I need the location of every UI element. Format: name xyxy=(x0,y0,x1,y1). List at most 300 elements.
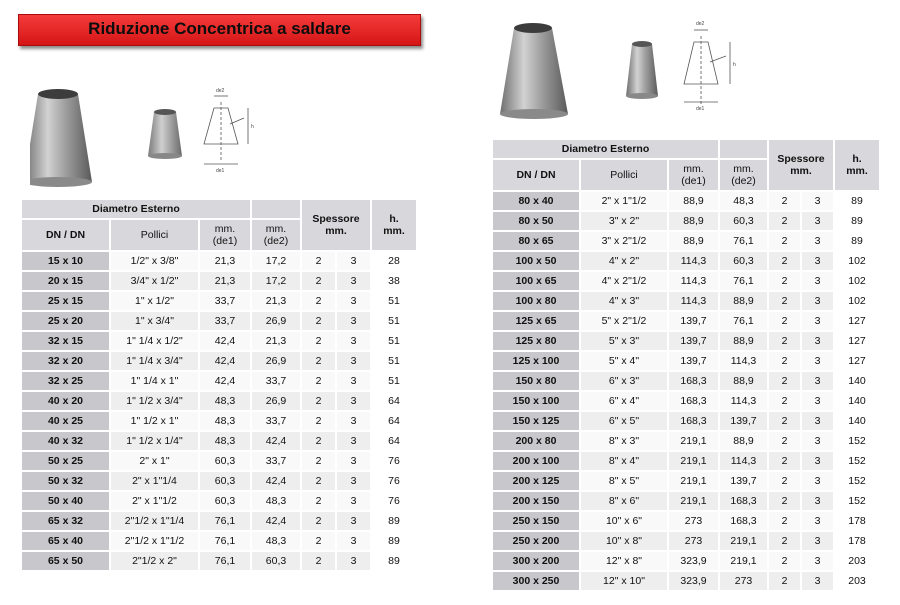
de2-cell: 17,2 xyxy=(252,272,300,290)
dn-cell: 150 x 100 xyxy=(493,392,579,410)
header-spessore: Spessore mm. xyxy=(302,200,370,250)
spessore-min-cell: 2 xyxy=(769,232,800,250)
spessore-max-cell: 3 xyxy=(802,432,833,450)
pollici-cell: 2"1/2 x 1"1/2 xyxy=(111,532,198,550)
spessore-min-cell: 2 xyxy=(769,212,800,230)
spessore-min-cell: 2 xyxy=(769,372,800,390)
table-row xyxy=(22,272,416,290)
spessore-min-cell: 2 xyxy=(769,452,800,470)
pollici-cell: 1/2" x 3/8" xyxy=(111,252,198,270)
spessore-max-cell: 3 xyxy=(337,492,370,510)
de2-cell: 114,3 xyxy=(720,452,767,470)
h-cell: 102 xyxy=(835,292,879,310)
spessore-min-cell: 2 xyxy=(302,472,335,490)
table-row xyxy=(493,312,879,330)
pollici-cell: 8" x 6" xyxy=(581,492,667,510)
dn-cell: 32 x 25 xyxy=(22,372,109,390)
label-h: h xyxy=(251,124,254,130)
h-cell: 152 xyxy=(835,452,879,470)
de2-cell: 42,4 xyxy=(252,472,300,490)
spessore-max-cell: 3 xyxy=(802,552,833,570)
de1-cell: 88,9 xyxy=(669,212,718,230)
dn-cell: 15 x 10 xyxy=(22,252,109,270)
table-row xyxy=(22,412,416,430)
reducer-technical-drawing xyxy=(204,96,248,164)
de2-cell: 168,3 xyxy=(720,492,767,510)
de2-cell: 219,1 xyxy=(720,532,767,550)
h-cell: 89 xyxy=(372,532,416,550)
pollici-cell: 1" 1/4 x 1/2" xyxy=(111,332,198,350)
table-row xyxy=(493,552,879,570)
de1-cell: 42,4 xyxy=(200,352,250,370)
h-cell: 152 xyxy=(835,472,879,490)
pollici-cell: 2"1/2 x 2" xyxy=(111,552,198,570)
de2-cell: 26,9 xyxy=(252,312,300,330)
h-cell: 51 xyxy=(372,292,416,310)
reducer-photo-large xyxy=(30,89,92,187)
pollici-cell: 3" x 2"1/2 xyxy=(581,232,667,250)
de1-cell: 323,9 xyxy=(669,572,718,590)
de2-cell: 76,1 xyxy=(720,312,767,330)
product-illustrations-right xyxy=(500,14,760,124)
de2-cell: 168,3 xyxy=(720,512,767,530)
spessore-min-cell: 2 xyxy=(302,412,335,430)
spessore-max-cell: 3 xyxy=(802,372,833,390)
table-row xyxy=(493,272,879,290)
spessore-max-cell: 3 xyxy=(802,512,833,530)
de2-cell: 42,4 xyxy=(252,432,300,450)
table-row xyxy=(493,252,879,270)
pollici-cell: 3" x 2" xyxy=(581,212,667,230)
table-row xyxy=(22,492,416,510)
dn-cell: 150 x 125 xyxy=(493,412,579,430)
h-cell: 152 xyxy=(835,492,879,510)
spessore-min-cell: 2 xyxy=(769,472,800,490)
spessore-max-cell: 3 xyxy=(337,532,370,550)
spessore-max-cell: 3 xyxy=(802,412,833,430)
h-cell: 89 xyxy=(372,552,416,570)
de1-cell: 114,3 xyxy=(669,252,718,270)
dn-cell: 32 x 20 xyxy=(22,352,109,370)
spessore-min-cell: 2 xyxy=(769,352,800,370)
de1-cell: 33,7 xyxy=(200,292,250,310)
table-row xyxy=(493,572,879,590)
de1-cell: 168,3 xyxy=(669,412,718,430)
dn-cell: 25 x 15 xyxy=(22,292,109,310)
de1-cell: 60,3 xyxy=(200,492,250,510)
label-de1: de1 xyxy=(696,106,705,112)
reducer-photo-small xyxy=(626,41,658,99)
header-blank xyxy=(720,140,767,158)
header-de1: mm. (de1) xyxy=(200,220,250,250)
pollici-cell: 5" x 2"1/2 xyxy=(581,312,667,330)
table-row xyxy=(22,452,416,470)
dn-cell: 40 x 25 xyxy=(22,412,109,430)
dn-cell: 250 x 150 xyxy=(493,512,579,530)
spessore-min-cell: 2 xyxy=(769,412,800,430)
de2-cell: 60,3 xyxy=(720,252,767,270)
header-diametro-esterno: Diametro Esterno xyxy=(22,200,250,218)
spessore-max-cell: 3 xyxy=(802,532,833,550)
pollici-cell: 10" x 8" xyxy=(581,532,667,550)
pollici-cell: 4" x 2" xyxy=(581,252,667,270)
de2-cell: 33,7 xyxy=(252,452,300,470)
header-dn: DN / DN xyxy=(22,220,109,250)
de1-cell: 42,4 xyxy=(200,372,250,390)
header-dn: DN / DN xyxy=(493,160,579,190)
dn-cell: 32 x 15 xyxy=(22,332,109,350)
table-row xyxy=(493,212,879,230)
de2-cell: 76,1 xyxy=(720,272,767,290)
table-row xyxy=(493,392,879,410)
h-cell: 203 xyxy=(835,552,879,570)
table-row xyxy=(493,332,879,350)
dn-cell: 200 x 150 xyxy=(493,492,579,510)
header-pollici: Pollici xyxy=(111,220,198,250)
pollici-cell: 6" x 5" xyxy=(581,412,667,430)
dn-cell: 80 x 50 xyxy=(493,212,579,230)
de1-cell: 219,1 xyxy=(669,432,718,450)
spessore-min-cell: 2 xyxy=(302,532,335,550)
de1-cell: 114,3 xyxy=(669,292,718,310)
spessore-min-cell: 2 xyxy=(302,372,335,390)
header-diametro-esterno: Diametro Esterno xyxy=(493,140,718,158)
de2-cell: 139,7 xyxy=(720,412,767,430)
h-cell: 102 xyxy=(835,252,879,270)
h-cell: 178 xyxy=(835,512,879,530)
h-cell: 178 xyxy=(835,532,879,550)
dn-cell: 20 x 15 xyxy=(22,272,109,290)
de1-cell: 168,3 xyxy=(669,372,718,390)
h-cell: 89 xyxy=(835,212,879,230)
spessore-min-cell: 2 xyxy=(769,312,800,330)
h-cell: 64 xyxy=(372,412,416,430)
header-de1: mm. (de1) xyxy=(669,160,718,190)
dn-cell: 200 x 100 xyxy=(493,452,579,470)
de2-cell: 48,3 xyxy=(720,192,767,210)
de2-cell: 60,3 xyxy=(720,212,767,230)
dn-cell: 300 x 200 xyxy=(493,552,579,570)
dn-cell: 65 x 40 xyxy=(22,532,109,550)
h-cell: 140 xyxy=(835,412,879,430)
label-de2: de2 xyxy=(216,88,225,94)
spessore-min-cell: 2 xyxy=(302,332,335,350)
spessore-max-cell: 3 xyxy=(337,472,370,490)
reducer-photo-small xyxy=(148,109,182,159)
de1-cell: 168,3 xyxy=(669,392,718,410)
pollici-cell: 1" 1/4 x 3/4" xyxy=(111,352,198,370)
table-row xyxy=(22,392,416,410)
h-cell: 76 xyxy=(372,472,416,490)
de1-cell: 219,1 xyxy=(669,472,718,490)
header-pollici: Pollici xyxy=(581,160,667,190)
h-cell: 127 xyxy=(835,332,879,350)
header-de2: mm. (de2) xyxy=(720,160,767,190)
de2-cell: 60,3 xyxy=(252,552,300,570)
spessore-max-cell: 3 xyxy=(337,452,370,470)
pollici-cell: 4" x 3" xyxy=(581,292,667,310)
dn-cell: 50 x 25 xyxy=(22,452,109,470)
h-cell: 51 xyxy=(372,352,416,370)
table-row xyxy=(493,412,879,430)
spessore-min-cell: 2 xyxy=(302,312,335,330)
h-cell: 76 xyxy=(372,492,416,510)
de2-cell: 76,1 xyxy=(720,232,767,250)
pollici-cell: 1" 1/4 x 1" xyxy=(111,372,198,390)
header-h: h. mm. xyxy=(372,200,416,250)
table-row xyxy=(493,372,879,390)
de1-cell: 48,3 xyxy=(200,392,250,410)
spessore-min-cell: 2 xyxy=(769,252,800,270)
spessore-max-cell: 3 xyxy=(337,292,370,310)
de2-cell: 48,3 xyxy=(252,532,300,550)
h-cell: 51 xyxy=(372,372,416,390)
spessore-max-cell: 3 xyxy=(337,392,370,410)
h-cell: 76 xyxy=(372,452,416,470)
table-row xyxy=(493,492,879,510)
table-row xyxy=(22,332,416,350)
spessore-min-cell: 2 xyxy=(769,332,800,350)
de2-cell: 33,7 xyxy=(252,412,300,430)
pollici-cell: 5" x 3" xyxy=(581,332,667,350)
h-cell: 89 xyxy=(835,232,879,250)
title-banner xyxy=(18,14,421,46)
de2-cell: 219,1 xyxy=(720,552,767,570)
h-cell: 51 xyxy=(372,332,416,350)
header-spessore: Spessore mm. xyxy=(769,140,833,190)
dn-cell: 150 x 80 xyxy=(493,372,579,390)
de2-cell: 26,9 xyxy=(252,392,300,410)
pollici-cell: 5" x 4" xyxy=(581,352,667,370)
pollici-cell: 3/4" x 1/2" xyxy=(111,272,198,290)
pollici-cell: 12" x 8" xyxy=(581,552,667,570)
de2-cell: 88,9 xyxy=(720,292,767,310)
spessore-min-cell: 2 xyxy=(302,492,335,510)
spessore-min-cell: 2 xyxy=(769,392,800,410)
h-cell: 102 xyxy=(835,272,879,290)
spessore-max-cell: 3 xyxy=(337,552,370,570)
dn-cell: 65 x 32 xyxy=(22,512,109,530)
pollici-cell: 6" x 4" xyxy=(581,392,667,410)
de1-cell: 60,3 xyxy=(200,472,250,490)
pollici-cell: 1" 1/2 x 1" xyxy=(111,412,198,430)
spessore-min-cell: 2 xyxy=(302,272,335,290)
de1-cell: 273 xyxy=(669,532,718,550)
table-row xyxy=(22,312,416,330)
de1-cell: 76,1 xyxy=(200,512,250,530)
spessore-min-cell: 2 xyxy=(302,452,335,470)
de1-cell: 42,4 xyxy=(200,332,250,350)
spessore-max-cell: 3 xyxy=(337,352,370,370)
h-cell: 89 xyxy=(835,192,879,210)
spessore-min-cell: 2 xyxy=(769,492,800,510)
de2-cell: 48,3 xyxy=(252,492,300,510)
de2-cell: 88,9 xyxy=(720,432,767,450)
h-cell: 127 xyxy=(835,312,879,330)
spessore-max-cell: 3 xyxy=(802,392,833,410)
h-cell: 28 xyxy=(372,252,416,270)
pollici-cell: 1" 1/2 x 3/4" xyxy=(111,392,198,410)
pollici-cell: 6" x 3" xyxy=(581,372,667,390)
table-row xyxy=(493,512,879,530)
label-de1: de1 xyxy=(216,168,225,174)
de2-cell: 88,9 xyxy=(720,372,767,390)
table-row xyxy=(22,352,416,370)
table-row xyxy=(22,552,416,570)
dn-cell: 100 x 80 xyxy=(493,292,579,310)
table-row xyxy=(493,452,879,470)
pollici-cell: 10" x 6" xyxy=(581,512,667,530)
dn-cell: 50 x 32 xyxy=(22,472,109,490)
spessore-max-cell: 3 xyxy=(802,472,833,490)
de1-cell: 139,7 xyxy=(669,312,718,330)
h-cell: 127 xyxy=(835,352,879,370)
dn-cell: 300 x 250 xyxy=(493,572,579,590)
size-table-right xyxy=(491,138,881,592)
spessore-max-cell: 3 xyxy=(802,192,833,210)
product-illustrations-left xyxy=(30,72,280,192)
de1-cell: 60,3 xyxy=(200,452,250,470)
de1-cell: 219,1 xyxy=(669,492,718,510)
pollici-cell: 2" x 1" xyxy=(111,452,198,470)
spessore-min-cell: 2 xyxy=(302,552,335,570)
spessore-max-cell: 3 xyxy=(802,332,833,350)
de2-cell: 26,9 xyxy=(252,352,300,370)
h-cell: 64 xyxy=(372,392,416,410)
spessore-min-cell: 2 xyxy=(769,532,800,550)
table-row xyxy=(22,432,416,450)
pollici-cell: 2" x 1"1/4 xyxy=(111,472,198,490)
h-cell: 152 xyxy=(835,432,879,450)
spessore-min-cell: 2 xyxy=(769,292,800,310)
spessore-min-cell: 2 xyxy=(769,272,800,290)
header-blank xyxy=(252,200,300,218)
spessore-min-cell: 2 xyxy=(302,252,335,270)
dn-cell: 40 x 32 xyxy=(22,432,109,450)
spessore-min-cell: 2 xyxy=(302,292,335,310)
de1-cell: 139,7 xyxy=(669,332,718,350)
size-table-left xyxy=(20,198,418,572)
pollici-cell: 1" x 3/4" xyxy=(111,312,198,330)
spessore-min-cell: 2 xyxy=(302,392,335,410)
pollici-cell: 1" 1/2 x 1/4" xyxy=(111,432,198,450)
table-row xyxy=(22,532,416,550)
de2-cell: 114,3 xyxy=(720,352,767,370)
spessore-max-cell: 3 xyxy=(802,452,833,470)
spessore-max-cell: 3 xyxy=(337,272,370,290)
h-cell: 140 xyxy=(835,392,879,410)
spessore-max-cell: 3 xyxy=(337,312,370,330)
de2-cell: 42,4 xyxy=(252,512,300,530)
spessore-max-cell: 3 xyxy=(337,252,370,270)
de1-cell: 219,1 xyxy=(669,452,718,470)
spessore-max-cell: 3 xyxy=(802,252,833,270)
de2-cell: 21,3 xyxy=(252,292,300,310)
table-row xyxy=(493,352,879,370)
dn-cell: 200 x 80 xyxy=(493,432,579,450)
label-h: h xyxy=(733,62,736,68)
de1-cell: 114,3 xyxy=(669,272,718,290)
pollici-cell: 2" x 1"1/2 xyxy=(111,492,198,510)
dn-cell: 125 x 100 xyxy=(493,352,579,370)
dn-cell: 50 x 40 xyxy=(22,492,109,510)
table-row xyxy=(493,232,879,250)
spessore-min-cell: 2 xyxy=(769,552,800,570)
de1-cell: 48,3 xyxy=(200,432,250,450)
spessore-max-cell: 3 xyxy=(337,512,370,530)
pollici-cell: 8" x 4" xyxy=(581,452,667,470)
label-de2: de2 xyxy=(696,21,705,27)
header-h: h. mm. xyxy=(835,140,879,190)
spessore-max-cell: 3 xyxy=(337,412,370,430)
de2-cell: 273 xyxy=(720,572,767,590)
de1-cell: 88,9 xyxy=(669,232,718,250)
table-row xyxy=(22,512,416,530)
de2-cell: 33,7 xyxy=(252,372,300,390)
dn-cell: 80 x 40 xyxy=(493,192,579,210)
de1-cell: 48,3 xyxy=(200,412,250,430)
pollici-cell: 8" x 5" xyxy=(581,472,667,490)
spessore-max-cell: 3 xyxy=(802,292,833,310)
dn-cell: 125 x 65 xyxy=(493,312,579,330)
h-cell: 203 xyxy=(835,572,879,590)
dn-cell: 25 x 20 xyxy=(22,312,109,330)
de2-cell: 114,3 xyxy=(720,392,767,410)
table-row xyxy=(493,192,879,210)
spessore-max-cell: 3 xyxy=(337,332,370,350)
dn-cell: 65 x 50 xyxy=(22,552,109,570)
spessore-min-cell: 2 xyxy=(769,572,800,590)
dn-cell: 125 x 80 xyxy=(493,332,579,350)
table-row xyxy=(493,472,879,490)
h-cell: 64 xyxy=(372,432,416,450)
pollici-cell: 2" x 1"1/2 xyxy=(581,192,667,210)
de1-cell: 323,9 xyxy=(669,552,718,570)
table-row xyxy=(493,292,879,310)
spessore-max-cell: 3 xyxy=(802,572,833,590)
page-title: Riduzione Concentrica a saldare xyxy=(88,19,351,38)
spessore-max-cell: 3 xyxy=(802,212,833,230)
de1-cell: 273 xyxy=(669,512,718,530)
spessore-max-cell: 3 xyxy=(802,312,833,330)
table-row xyxy=(22,252,416,270)
spessore-max-cell: 3 xyxy=(802,492,833,510)
pollici-cell: 4" x 2"1/2 xyxy=(581,272,667,290)
reducer-technical-drawing xyxy=(684,30,730,104)
spessore-min-cell: 2 xyxy=(302,352,335,370)
spessore-min-cell: 2 xyxy=(302,512,335,530)
pollici-cell: 8" x 3" xyxy=(581,432,667,450)
de1-cell: 21,3 xyxy=(200,252,250,270)
pollici-cell: 1" x 1/2" xyxy=(111,292,198,310)
table-row xyxy=(22,292,416,310)
dn-cell: 80 x 65 xyxy=(493,232,579,250)
de1-cell: 88,9 xyxy=(669,192,718,210)
header-de2: mm. (de2) xyxy=(252,220,300,250)
spessore-min-cell: 2 xyxy=(769,512,800,530)
spessore-max-cell: 3 xyxy=(337,432,370,450)
de1-cell: 21,3 xyxy=(200,272,250,290)
pollici-cell: 12" x 10" xyxy=(581,572,667,590)
de1-cell: 33,7 xyxy=(200,312,250,330)
h-cell: 51 xyxy=(372,312,416,330)
spessore-min-cell: 2 xyxy=(302,432,335,450)
de1-cell: 76,1 xyxy=(200,532,250,550)
de2-cell: 139,7 xyxy=(720,472,767,490)
spessore-max-cell: 3 xyxy=(802,232,833,250)
spessore-max-cell: 3 xyxy=(337,372,370,390)
de1-cell: 139,7 xyxy=(669,352,718,370)
